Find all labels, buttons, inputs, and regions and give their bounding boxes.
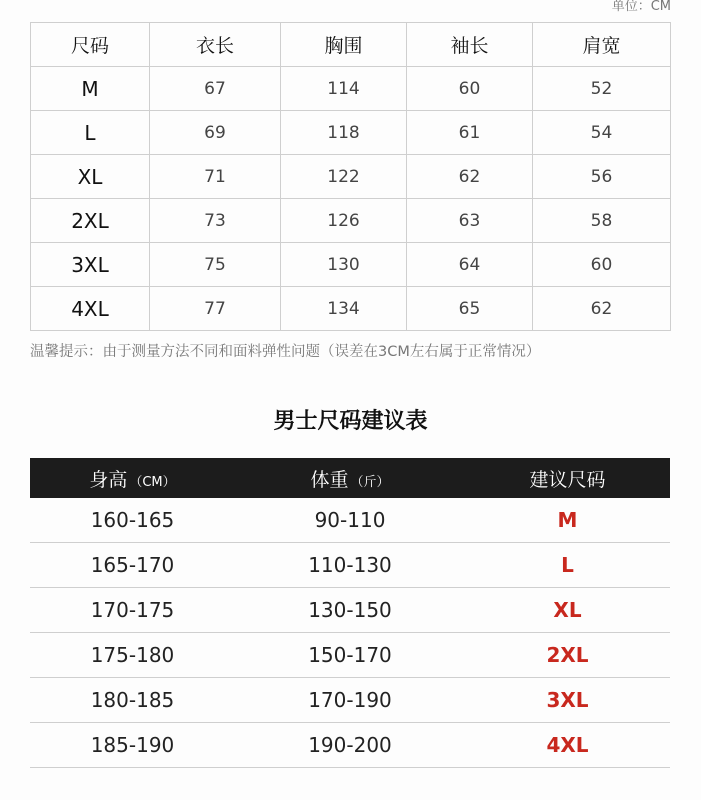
size-table (30, 22, 671, 331)
recommendation-header (30, 458, 670, 498)
cell-suggested-size: XL (553, 598, 582, 622)
cell-height: 160-165 (90, 508, 175, 532)
list-item (30, 588, 670, 633)
table-row (31, 287, 671, 331)
cell-suggested-size: L (561, 553, 574, 577)
table-row (31, 67, 671, 111)
list-item (30, 498, 670, 543)
cell-shoulder: 62 (533, 287, 671, 331)
cell-chest: 118 (281, 111, 407, 155)
cell-height: 185-190 (90, 733, 175, 757)
header-height-label: 身高 (89, 468, 128, 491)
header-shoulder: 肩宽 (533, 23, 671, 67)
table-row (31, 111, 671, 155)
table-row (31, 199, 671, 243)
cell-shoulder: 54 (533, 111, 671, 155)
cell-chest: 114 (281, 67, 407, 111)
cell-sleeve: 63 (407, 199, 533, 243)
header-suggested-size: 建议尺码 (529, 468, 606, 491)
list-item (30, 678, 670, 723)
cell-shoulder: 56 (533, 155, 671, 199)
header-height (30, 465, 235, 492)
header-weight-unit: （斤） (350, 474, 390, 490)
cell-weight: 90-110 (314, 508, 386, 532)
cell-suggested-size: 3XL (546, 688, 589, 712)
cell-height: 175-180 (90, 643, 175, 667)
cell-size: 2XL (31, 199, 150, 243)
cell-shoulder: 52 (533, 67, 671, 111)
list-item (30, 543, 670, 588)
table-row (31, 155, 671, 199)
header-weight-label: 体重 (310, 468, 349, 491)
header-sleeve: 袖长 (407, 23, 533, 67)
cell-weight: 150-170 (308, 643, 392, 667)
cell-shoulder: 60 (533, 243, 671, 287)
cell-height: 180-185 (90, 688, 175, 712)
cell-suggested-size: M (557, 508, 578, 532)
header-length: 衣长 (150, 23, 281, 67)
cell-weight: 170-190 (308, 688, 392, 712)
cell-chest: 134 (281, 287, 407, 331)
recommendation-title: 男士尺码建议表 (273, 409, 428, 434)
cell-size: 3XL (31, 243, 150, 287)
cell-suggested-size: 2XL (546, 643, 589, 667)
cell-sleeve: 61 (407, 111, 533, 155)
list-item (30, 633, 670, 678)
unit-note: 单位：CM (611, 0, 671, 14)
cell-weight: 190-200 (308, 733, 392, 757)
cell-height: 170-175 (90, 598, 175, 622)
table-row (31, 243, 671, 287)
cell-sleeve: 65 (407, 287, 533, 331)
cell-chest: 122 (281, 155, 407, 199)
header-size: 尺码 (31, 23, 150, 67)
cell-length: 73 (150, 199, 281, 243)
cell-sleeve: 62 (407, 155, 533, 199)
header-weight (235, 465, 465, 492)
measurement-tip: 温馨提示：由于测量方法不同和面料弹性问题（误差在3CM左右属于正常情况） (30, 344, 541, 360)
cell-height: 165-170 (90, 553, 175, 577)
cell-size: XL (31, 155, 150, 199)
cell-length: 69 (150, 111, 281, 155)
cell-chest: 130 (281, 243, 407, 287)
cell-weight: 110-130 (308, 553, 392, 577)
list-item (30, 723, 670, 768)
cell-size: L (31, 111, 150, 155)
size-table-header (31, 23, 671, 67)
cell-length: 67 (150, 67, 281, 111)
cell-chest: 126 (281, 199, 407, 243)
header-chest: 胸围 (281, 23, 407, 67)
cell-length: 77 (150, 287, 281, 331)
header-height-unit: （CM） (129, 474, 176, 490)
recommendation-table (30, 458, 670, 768)
cell-size: M (31, 67, 150, 111)
cell-size: 4XL (31, 287, 150, 331)
cell-sleeve: 64 (407, 243, 533, 287)
cell-sleeve: 60 (407, 67, 533, 111)
cell-length: 75 (150, 243, 281, 287)
cell-suggested-size: 4XL (546, 733, 589, 757)
cell-shoulder: 58 (533, 199, 671, 243)
cell-weight: 130-150 (308, 598, 392, 622)
cell-length: 71 (150, 155, 281, 199)
